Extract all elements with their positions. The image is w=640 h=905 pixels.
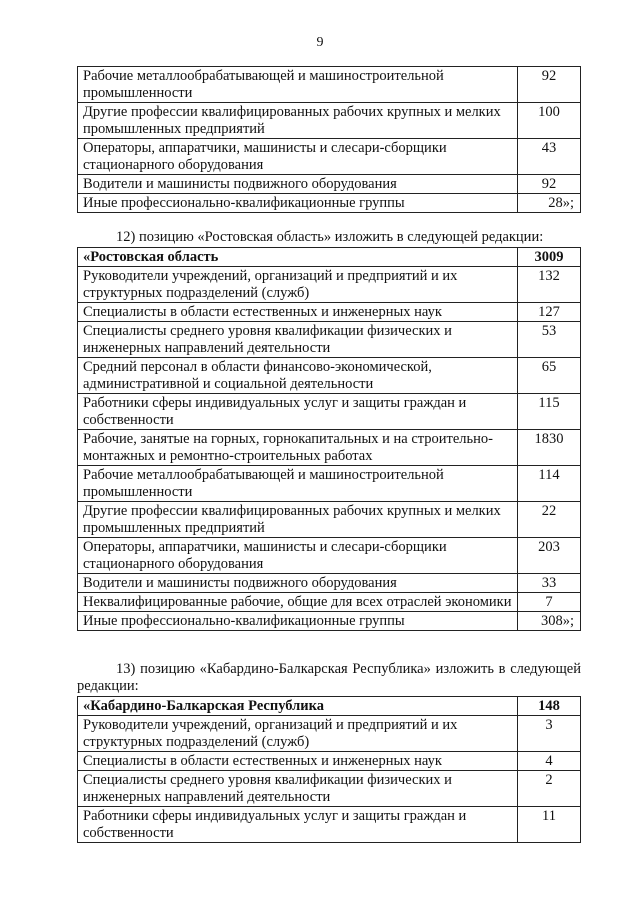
table-kbr bbox=[77, 696, 581, 843]
table-row bbox=[78, 358, 581, 394]
row-label: Иные профессионально-квалификационные группы bbox=[78, 194, 518, 213]
table-row bbox=[78, 771, 581, 807]
table-header-row bbox=[78, 248, 581, 267]
table-row bbox=[78, 322, 581, 358]
row-label: Неквалифицированные рабочие, общие для всех отраслей экономики bbox=[78, 593, 518, 612]
table-row bbox=[78, 502, 581, 538]
table-row bbox=[78, 394, 581, 430]
row-label: Специалисты среднего уровня квалификации физических и инженерных направлений деятельности bbox=[78, 322, 518, 358]
row-value: 92 bbox=[518, 67, 581, 103]
paragraph-13: 13) позицию «Кабардино-Балкарская Республика» изложить в следующей редакции: bbox=[77, 661, 581, 694]
table-row bbox=[78, 612, 581, 631]
row-label: Специалисты среднего уровня квалификации физических и инженерных направлений деятельности bbox=[78, 771, 518, 807]
row-value: 28»; bbox=[518, 194, 581, 213]
row-value: 308»; bbox=[518, 612, 581, 631]
table-row bbox=[78, 466, 581, 502]
table-row bbox=[78, 593, 581, 612]
table-row bbox=[78, 303, 581, 322]
row-label: Водители и машинисты подвижного оборудования bbox=[78, 175, 518, 194]
row-label: Специалисты в области естественных и инженерных наук bbox=[78, 303, 518, 322]
table-row bbox=[78, 807, 581, 843]
table-row bbox=[78, 752, 581, 771]
row-label: Руководители учреждений, организаций и предприятий и их структурных подразделений (служб) bbox=[78, 716, 518, 752]
table-row bbox=[78, 574, 581, 593]
row-label: Рабочие металлообрабатывающей и машиностроительной промышленности bbox=[78, 67, 518, 103]
row-value: 127 bbox=[518, 303, 581, 322]
row-value: 115 bbox=[518, 394, 581, 430]
row-value: 7 bbox=[518, 593, 581, 612]
row-label: Водители и машинисты подвижного оборудования bbox=[78, 574, 518, 593]
table-row bbox=[78, 175, 581, 194]
table-row bbox=[78, 430, 581, 466]
row-label: Операторы, аппаратчики, машинисты и слесари-сборщики стационарного оборудования bbox=[78, 139, 518, 175]
row-value: 4 bbox=[518, 752, 581, 771]
row-value: 53 bbox=[518, 322, 581, 358]
page-number: 9 bbox=[316, 35, 324, 50]
row-value: 203 bbox=[518, 538, 581, 574]
row-label: Руководители учреждений, организаций и предприятий и их структурных подразделений (служб) bbox=[78, 267, 518, 303]
row-value: 2 bbox=[518, 771, 581, 807]
row-label: Рабочие металлообрабатывающей и машиностроительной промышленности bbox=[78, 466, 518, 502]
region-total: 3009 bbox=[518, 248, 581, 267]
table-header-row bbox=[78, 697, 581, 716]
row-label: Специалисты в области естественных и инженерных наук bbox=[78, 752, 518, 771]
row-value: 132 bbox=[518, 267, 581, 303]
table-row bbox=[78, 267, 581, 303]
row-label: Иные профессионально-квалификационные группы bbox=[78, 612, 518, 631]
table-row bbox=[78, 716, 581, 752]
row-label: Работники сферы индивидуальных услуг и защиты граждан и собственности bbox=[78, 394, 518, 430]
table-row bbox=[78, 103, 581, 139]
region-total: 148 bbox=[518, 697, 581, 716]
row-label: Другие профессии квалифицированных рабочих крупных и мелких промышленных предприятий bbox=[78, 502, 518, 538]
row-label: Операторы, аппаратчики, машинисты и слесари-сборщики стационарного оборудования bbox=[78, 538, 518, 574]
row-value: 92 bbox=[518, 175, 581, 194]
row-value: 114 bbox=[518, 466, 581, 502]
region-name: «Ростовская область bbox=[78, 248, 518, 267]
table-rostov bbox=[77, 247, 581, 631]
row-value: 43 bbox=[518, 139, 581, 175]
table-row bbox=[78, 139, 581, 175]
table-continuation bbox=[77, 66, 581, 213]
row-label: Рабочие, занятые на горных, горнокапитальных и на строительно-монтажных и ремонтно-строительных работах bbox=[78, 430, 518, 466]
row-value: 65 bbox=[518, 358, 581, 394]
table-row bbox=[78, 67, 581, 103]
row-label: Средний персонал в области финансово-экономической, административной и социальной деятельности bbox=[78, 358, 518, 394]
table-row bbox=[78, 194, 581, 213]
table-row bbox=[78, 538, 581, 574]
row-value: 3 bbox=[518, 716, 581, 752]
row-value: 22 bbox=[518, 502, 581, 538]
row-value: 11 bbox=[518, 807, 581, 843]
row-value: 1830 bbox=[518, 430, 581, 466]
row-value: 33 bbox=[518, 574, 581, 593]
row-label: Другие профессии квалифицированных рабочих крупных и мелких промышленных предприятий bbox=[78, 103, 518, 139]
region-name: «Кабардино-Балкарская Республика bbox=[78, 697, 518, 716]
row-value: 100 bbox=[518, 103, 581, 139]
paragraph-12: 12) позицию «Ростовская область» изложить в следующей редакции: bbox=[116, 229, 544, 245]
row-label: Работники сферы индивидуальных услуг и защиты граждан и собственности bbox=[78, 807, 518, 843]
